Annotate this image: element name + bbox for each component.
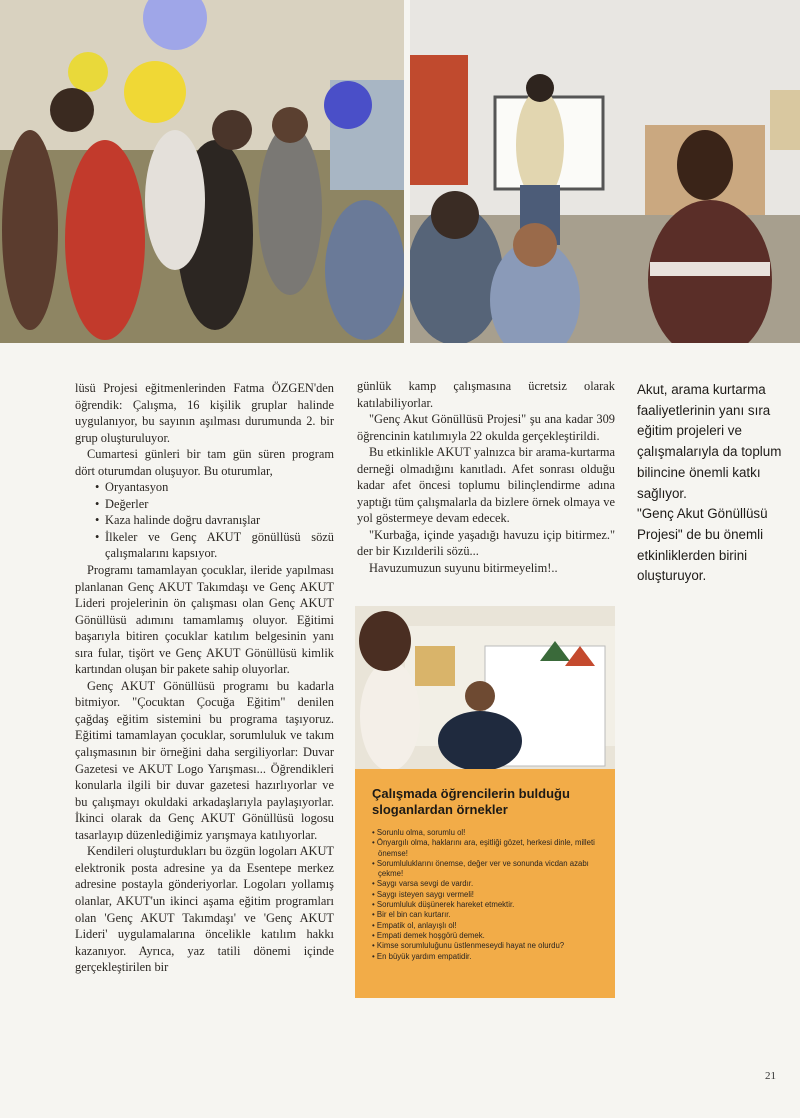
photo-classroom: [410, 0, 800, 343]
paragraph-camp: günlük kamp çalışmasına ücretsiz olarak katılabiliyorlar.: [357, 379, 615, 410]
photo-children-balloons: [0, 0, 404, 343]
pull-quote-line2: "Genç Akut Gönüllüsü Projesi" de bu önemli etkinliklerden birini oluşturuyor.: [637, 506, 768, 584]
article-column-1: [75, 380, 334, 976]
session-list: [75, 479, 334, 562]
paragraph-logos: Kendileri oluşturdukları bu özgün logoları AKUT elektronik posta adresine ya da Esentepe merkez adresine postayla gönderiyorlar. Logoları yollamış olanlar, AKUT'un ikinci aşama eğitim programları olan 'Genç AKUT Takımdaşı' ve 'Genç AKUT Lideri' uygulamalarına öncelikle katılım hakkı kazanıyor. Ayrıca, yaz tatili dönemi içinde gerçekleştirilen bir: [75, 844, 334, 975]
paragraph-intro: lüsü Projesi eğitmenlerinden Fatma ÖZGEN'den öğrendik: Çalışma, 16 kişilik gruplar halinde uygulanıyor, bu sayının aşılması durumunda 2. bir grup oluşturuluyor.: [75, 381, 334, 445]
paragraph-current: "Genç Akut Gönüllüsü Projesi" şu ana kadar 309 öğrencinin katılımıyla 22 okulda gerçekleştirildi.: [357, 412, 615, 443]
slogan-box-title: Çalışmada öğrencilerin bulduğu sloganlardan örnekler: [372, 786, 570, 817]
slogan-item: • Kimse sorumluluğunu üstlenmeseydi hayat ne olurdu?: [372, 941, 610, 951]
pull-quote-line1: Akut, arama kurtarma faaliyetlerinin yanı sıra eğitim projeleri ve çalışmalarıyla da toplum bilincine önemli katkı sağlıyor.: [637, 382, 782, 501]
page-number: 21: [765, 1070, 776, 1082]
slogan-item: • En büyük yardım empatidir.: [372, 952, 610, 962]
slogan-item: • Sorumluluklarını önemse, değer ver ve sonunda vicdan azabı çekme!: [372, 859, 610, 880]
slogan-item: • Empati demek hoşgörü demek.: [372, 931, 610, 941]
slogan-item: • Sorunlu olma, sorumlu ol!: [372, 828, 610, 838]
session-item: • Oryantasyon: [75, 479, 334, 496]
slogan-list: [372, 828, 610, 962]
paragraph-closing: Havuzumuzun suyunu bitirmeyelim!..: [369, 561, 558, 576]
session-item: • İlkeler ve Genç AKUT gönüllüsü sözü çalışmalarını kapsıyor.: [75, 529, 334, 562]
slogan-box: [355, 769, 615, 998]
session-item: • Değerler: [75, 496, 334, 513]
paragraph-continue: Genç AKUT Gönüllüsü programı bu kadarla bitmiyor. "Çocuktan Çocuğa Eğitim" denilen çağdaş eğitim sistemini bu programa taşıyoruz. Eğitimi tamamlayan çocuklar, sorumluluk ve takım çalışmasının bir örneğini daha sergiliyorlar: Duvar Gazetesi ve AKUT Logo Yarışması... Öğrendikleri konularla ilgili bir duvar gazetesi hazırlıyorlar ve bu çalışmayı okuldaki arkadaşlarıyla paylaşıyorlar. İkinci olarak da Genç AKUT Gönüllüsü logosu tasarlayıp düzenlediğimiz yarışmaya katılıyorlar.: [75, 678, 334, 842]
slogan-item: • Önyargılı olma, haklarını ara, eşitliği gözet, herkesi dinle, milleti önemse!: [372, 838, 610, 859]
slogan-item: • Empatik ol, anlayışlı ol!: [372, 921, 610, 931]
slogan-item: • Sorumluluk düşünerek hareket etmektir.: [372, 900, 610, 910]
paragraph-awareness: Bu etkinlikle AKUT yalnızca bir arama-kurtarma derneği olmadığını kanıtladı. Afet sonrası olduğu kadar afet öncesi toplumu bilinçlendirme adına yaptığı tüm çalışmalarla da bizlere örnek olmaya ve yol göstermeye devam edecek.: [357, 445, 615, 526]
session-item: • Kaza halinde doğru davranışlar: [75, 512, 334, 529]
slogan-item: • Saygı isteyen saygı vermeli!: [372, 890, 610, 900]
article-column-2: [357, 378, 615, 577]
slogan-item: • Bir el bin can kurtarır.: [372, 910, 610, 920]
paragraph-program: Programı tamamlayan çocuklar, ileride yapılması planlanan Genç AKUT Takımdaşı ve Genç AKUT Lideri projelerinin ön çalışması olan Genç AKUT Gönüllüsü adımını tamamlamış oluyor. Eğitimi başarıyla bitiren çocuklar katılım belgesinin yanı sıra fular, tişört ve Genç AKUT Gönüllüsü kimlik kartından oluşan bir pakete sahip oluyorlar.: [75, 563, 334, 677]
pull-quote: [637, 380, 800, 587]
paragraph-sessions: Cumartesi günleri bir tam gün süren program dört oturumdan oluşuyor. Bu oturumlar,: [75, 447, 334, 478]
paragraph-quote: "Kurbağa, içinde yaşadığı havuzu içip bitirmez." der bir Kızılderili sözü...: [357, 527, 615, 559]
photo-wall-newspaper: [355, 606, 615, 769]
slogan-item: • Saygı varsa sevgi de vardır.: [372, 879, 610, 889]
